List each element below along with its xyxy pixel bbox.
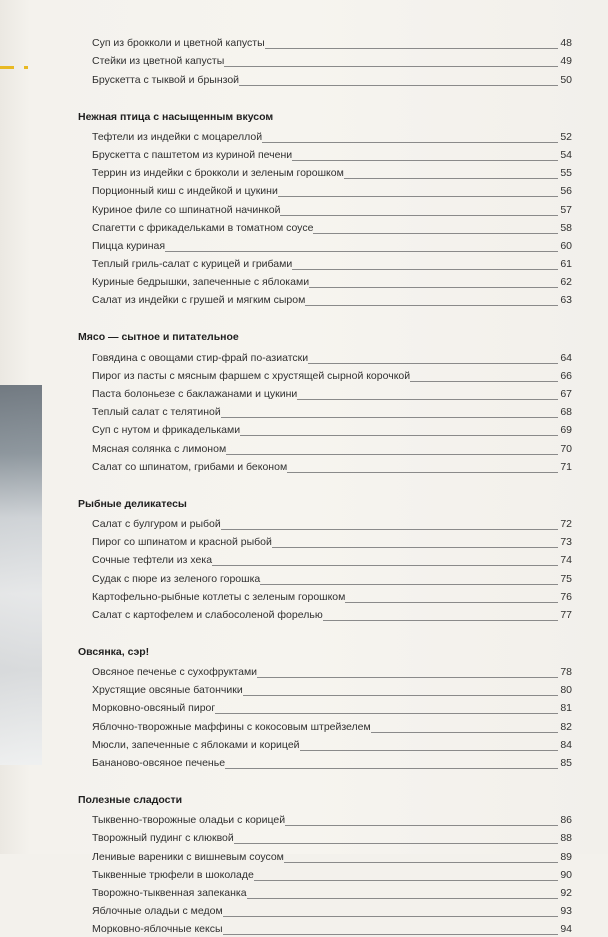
toc-leader-line: [280, 214, 558, 216]
toc-leader-line: [215, 712, 558, 714]
toc-entry: [92, 384, 572, 402]
page-edge-photo: [0, 385, 42, 765]
toc-page-number: 66: [560, 369, 572, 382]
toc-leader-line: [254, 879, 558, 881]
toc-entry: [92, 457, 572, 475]
accent-line: [0, 66, 14, 69]
toc-page-number: 92: [560, 886, 572, 899]
toc-leader-line: [287, 471, 558, 473]
toc-entry-title: Спагетти с фрикадельками в томатном соусе: [92, 221, 314, 234]
toc-entry-title: Теплый гриль-салат с курицей и грибами: [92, 258, 293, 271]
toc-leader-line: [309, 286, 558, 288]
toc-page-number: 93: [560, 905, 572, 918]
toc-entry: [92, 698, 572, 716]
toc-leader-line: [297, 398, 558, 400]
toc-leader-line: [239, 84, 558, 86]
toc-entry-title: Брускетта с тыквой и брынзой: [92, 73, 240, 86]
toc-entry: [92, 290, 572, 308]
toc-page-number: 94: [560, 923, 572, 936]
toc-entry: [92, 846, 572, 864]
toc-page-number: 48: [560, 37, 572, 50]
toc-leader-line: [345, 601, 558, 603]
toc-section: [78, 497, 572, 623]
toc-entry-title: Куриное филе со шпинатной начинкой: [92, 203, 281, 216]
toc-leader-line: [221, 528, 559, 530]
toc-entry-title: Террин из индейки с брокколи и зеленым горошком: [92, 167, 344, 180]
toc-leader-line: [323, 619, 559, 621]
toc-entry: [92, 865, 572, 883]
toc-page-number: 58: [560, 221, 572, 234]
toc-entry-title: Морковно-овсяный пирог: [92, 702, 216, 715]
toc-entry: [92, 532, 572, 550]
toc-page-number: 52: [560, 130, 572, 143]
toc-entry: [92, 127, 572, 145]
toc-leader-line: [292, 268, 558, 270]
toc-entry-title: Салат со шпинатом, грибами и беконом: [92, 460, 288, 473]
toc-entry: [92, 402, 572, 420]
toc-page-number: 85: [560, 757, 572, 769]
accent-dot: [24, 66, 28, 69]
toc-page-number: 86: [560, 814, 572, 827]
toc-entry-title: Тефтели из индейки с моцареллой: [92, 130, 263, 143]
toc-entry-title: Мюсли, запеченные с яблоками и корицей: [92, 738, 300, 751]
toc-page-number: 81: [560, 702, 572, 715]
toc-entry: [92, 605, 572, 623]
toc-page-number: 55: [560, 167, 572, 180]
toc-entry-title: Творожный пудинг с клюквой: [92, 832, 234, 845]
toc-page-number: 70: [560, 442, 572, 455]
toc-leader-line: [300, 749, 559, 751]
toc-entry: [92, 753, 572, 771]
toc-entry-title: Творожно-тыквенная запеканка: [92, 886, 247, 899]
toc-page-number: 89: [560, 850, 572, 863]
toc-leader-line: [272, 546, 558, 548]
toc-page-number: 74: [560, 554, 572, 567]
toc-leader-line: [305, 304, 558, 306]
toc-entry: [92, 919, 572, 937]
toc-page-number: 62: [560, 276, 572, 289]
toc-entry: [92, 51, 572, 69]
toc-section-title: Рыбные деликатесы: [78, 497, 187, 510]
toc-entry: [92, 828, 572, 846]
toc-entry-title: Паста болоньезе с баклажанами и цукини: [92, 388, 298, 400]
toc-entry-title: Сочные тефтели из хека: [92, 554, 213, 567]
toc-page-number: 63: [560, 294, 572, 307]
toc-entry-title: Пирог из пасты с мясным фаршем с хрустящей сырной корочкой: [92, 369, 411, 382]
toc-entry: [92, 236, 572, 254]
toc-entry-title: Брускетта с паштетом из куриной печени: [92, 148, 293, 161]
toc-leader-line: [212, 564, 558, 566]
toc-page-number: 71: [560, 460, 572, 473]
toc-entry: [92, 181, 572, 199]
toc-entry-title: Судак с пюре из зеленого горошка: [92, 572, 261, 585]
toc-entry-title: Морковно-яблочные кексы: [92, 923, 223, 936]
toc-page-number: 60: [560, 239, 572, 252]
toc-entry-title: Яблочно-творожные маффины с кокосовым штрейзелем: [92, 720, 371, 733]
table-of-contents: [78, 30, 572, 937]
toc-entry: [92, 218, 572, 236]
toc-entry-title: Говядина с овощами стир-фрай по-азиатски: [92, 351, 309, 364]
toc-entry-title: Суп из брокколи и цветной капусты: [92, 37, 265, 50]
toc-leader-line: [284, 861, 558, 863]
toc-leader-line: [243, 694, 559, 696]
toc-section-title: Мясо — сытное и питательное: [78, 331, 239, 344]
toc-entry: [92, 420, 572, 438]
toc-entry-title: Картофельно-рыбные котлеты с зеленым горошком: [92, 590, 346, 603]
toc-leader-line: [234, 842, 559, 844]
toc-entry: [92, 716, 572, 734]
toc-entry: [92, 883, 572, 901]
toc-section: [78, 110, 572, 309]
toc-entry-title: Салат из индейки с грушей и мягким сыром: [92, 294, 306, 307]
toc-leader-line: [292, 159, 558, 161]
toc-leader-line: [165, 250, 558, 252]
toc-page-number: 77: [560, 608, 572, 621]
toc-entry: [92, 587, 572, 605]
toc-section-title: Нежная птица с насыщенным вкусом: [78, 110, 274, 123]
toc-entry: [92, 514, 572, 532]
toc-leader-line: [265, 47, 559, 49]
toc-section-title: Овсянка, сэр!: [78, 645, 150, 658]
toc-entry: [92, 347, 572, 365]
toc-entry: [92, 680, 572, 698]
toc-entry-title: Бананово-овсяное печенье: [92, 757, 226, 769]
toc-entry: [92, 272, 572, 290]
toc-leader-line: [308, 362, 558, 364]
toc-page-number: 67: [560, 388, 572, 400]
toc-leader-line: [226, 453, 558, 455]
toc-entry-title: Тыквенно-творожные оладьи с корицей: [92, 814, 286, 827]
toc-entry-title: Ленивые вареники с вишневым соусом: [92, 850, 284, 863]
toc-entry: [92, 366, 572, 384]
toc-entry-title: Пицца куриная: [92, 239, 166, 252]
toc-section: [78, 330, 572, 474]
toc-entry-title: Яблочные оладьи с медом: [92, 905, 223, 918]
toc-page-number: 69: [560, 424, 572, 437]
toc-page-number: 61: [560, 258, 572, 271]
toc-entry: [92, 550, 572, 568]
toc-entry: [92, 145, 572, 163]
toc-page-number: 80: [560, 684, 572, 697]
toc-page-number: 75: [560, 572, 572, 585]
toc-page-number: 90: [560, 868, 572, 881]
toc-page-number: 57: [560, 203, 572, 216]
toc-section: [78, 793, 572, 937]
toc-entry-title: Порционный киш с индейкой и цукини: [92, 185, 278, 198]
toc-section-title: Полезные сладости: [78, 794, 183, 806]
toc-leader-line: [260, 583, 558, 585]
toc-entry: [92, 662, 572, 680]
toc-page-number: 56: [560, 185, 572, 198]
toc-entry: [92, 568, 572, 586]
toc-entry: [92, 163, 572, 181]
toc-entry: [92, 810, 572, 828]
toc-leader-line: [262, 141, 558, 143]
toc-leader-line: [223, 915, 559, 917]
toc-entry-title: Теплый салат с телятиной: [92, 406, 221, 419]
toc-leader-line: [278, 195, 558, 197]
toc-entry: [92, 438, 572, 456]
toc-entry-title: Салат с булгуром и рыбой: [92, 517, 221, 530]
toc-page-number: 82: [560, 720, 572, 733]
toc-page-number: 72: [560, 517, 572, 530]
toc-leader-line: [344, 177, 559, 179]
toc-entry-title: Тыквенные трюфели в шоколаде: [92, 868, 254, 881]
toc-page-number: 88: [560, 832, 572, 845]
toc-entry: [92, 33, 572, 51]
toc-section: [78, 645, 572, 771]
toc-leader-line: [257, 676, 558, 678]
toc-leader-line: [221, 416, 559, 418]
toc-entry: [92, 735, 572, 753]
toc-entry-title: Пирог со шпинатом и красной рыбой: [92, 536, 272, 549]
toc-continued-entries: [78, 33, 572, 88]
toc-leader-line: [225, 767, 558, 769]
toc-leader-line: [223, 933, 559, 935]
toc-entry-title: Куриные бедрышки, запеченные с яблоками: [92, 276, 310, 289]
toc-entry-title: Овсяное печенье с сухофруктами: [92, 666, 258, 679]
toc-leader-line: [240, 434, 558, 436]
toc-entry-title: Хрустящие овсяные батончики: [92, 684, 243, 697]
toc-page-number: 49: [560, 55, 572, 68]
toc-page-number: 68: [560, 406, 572, 419]
toc-page-number: 73: [560, 536, 572, 549]
toc-entry: [92, 69, 572, 87]
toc-page-number: 50: [560, 73, 572, 86]
toc-entry: [92, 254, 572, 272]
toc-page-number: 64: [560, 351, 572, 364]
toc-page-number: 78: [560, 666, 572, 679]
toc-entry-title: Мясная солянка с лимоном: [92, 442, 227, 455]
toc-page-number: 54: [560, 148, 572, 161]
toc-leader-line: [247, 897, 559, 899]
toc-leader-line: [371, 731, 559, 733]
toc-entry-title: Стейки из цветной капусты: [92, 55, 225, 68]
toc-leader-line: [313, 232, 558, 234]
toc-entry: [92, 901, 572, 919]
toc-leader-line: [285, 824, 558, 826]
toc-entry: [92, 199, 572, 217]
toc-leader-line: [410, 380, 558, 382]
toc-entry-title: Салат с картофелем и слабосоленой форелью: [92, 608, 323, 621]
toc-page-number: 76: [560, 590, 572, 603]
toc-leader-line: [224, 65, 558, 67]
toc-entry-title: Суп с нутом и фрикадельками: [92, 424, 241, 437]
toc-page-number: 84: [560, 738, 572, 751]
